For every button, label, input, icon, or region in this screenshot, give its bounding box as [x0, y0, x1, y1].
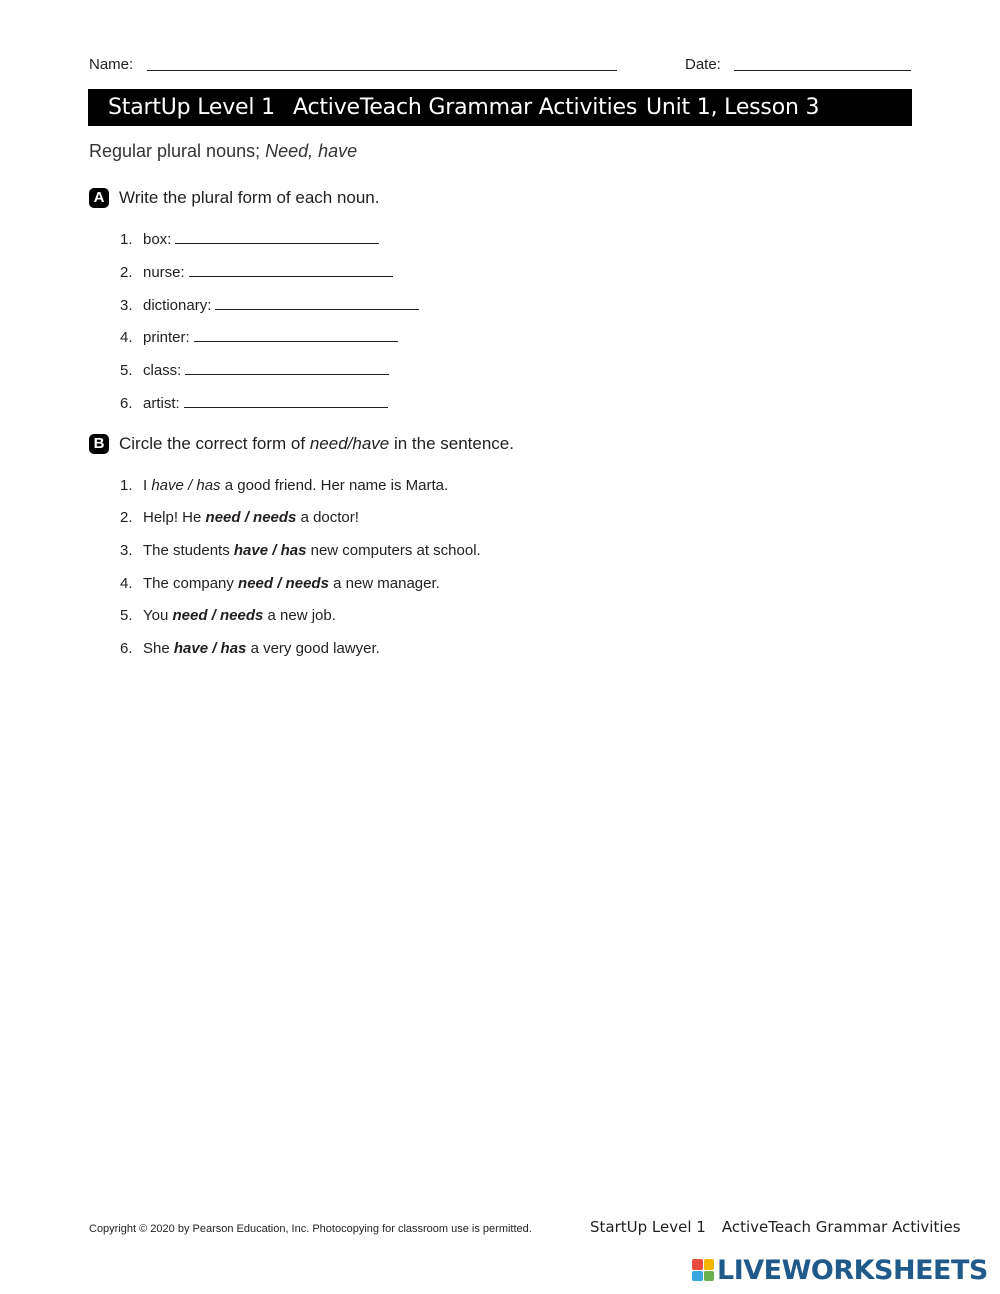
noun-label: class:: [143, 362, 182, 379]
verb-choice[interactable]: need / needs: [205, 509, 297, 526]
verb-choice[interactable]: need / needs: [172, 607, 264, 624]
section-a-heading: [89, 188, 380, 209]
name-date-row: [89, 56, 911, 76]
item-number: 4.: [120, 329, 133, 346]
noun-label: artist:: [143, 395, 180, 412]
sentence-end: new computers at school.: [306, 542, 481, 559]
verb-choice[interactable]: have / has: [173, 640, 247, 657]
item-number: 4.: [120, 575, 133, 592]
footer-title: [590, 1218, 977, 1236]
noun-item: [120, 329, 398, 346]
sentence-end: a very good lawyer.: [246, 640, 380, 657]
answer-blank[interactable]: [194, 329, 398, 342]
item-number: 1.: [120, 231, 133, 248]
noun-label: printer:: [143, 329, 190, 346]
date-field[interactable]: [734, 70, 911, 71]
section-b-instruction-italic: need/have: [309, 434, 390, 453]
copyright-notice: Copyright © 2020 by Pearson Education, Inc. Photocopying for classroom use is permitted.: [89, 1223, 532, 1235]
subtitle-plain: Regular plural nouns;: [89, 141, 266, 161]
sentence-start: Help! He: [143, 509, 206, 526]
section-a-instruction: Write the plural form of each noun.: [119, 188, 380, 207]
liveworksheets-brand: [692, 1255, 988, 1285]
section-b-badge: B: [89, 434, 109, 454]
banner-activity: ActiveTeach Grammar Activities: [293, 95, 638, 120]
verb-choice[interactable]: have / has: [151, 477, 221, 494]
sentence-start: She: [143, 640, 174, 657]
sentence-start: You: [143, 607, 173, 624]
answer-blank[interactable]: [189, 264, 393, 277]
section-a-badge: A: [89, 188, 109, 208]
noun-label: dictionary:: [143, 297, 212, 314]
item-number: 3.: [120, 297, 133, 314]
answer-blank[interactable]: [185, 362, 389, 375]
page-subtitle: [89, 141, 357, 162]
footer-activity: ActiveTeach Grammar Activities: [721, 1218, 961, 1236]
date-label: Date:: [685, 56, 721, 73]
footer-level: StartUp Level 1: [590, 1218, 706, 1236]
item-number: 5.: [120, 362, 133, 379]
sentence-item: [120, 509, 359, 526]
sentence-start: I: [143, 477, 152, 494]
noun-item: [120, 297, 419, 314]
subtitle-italic: Need, have: [265, 141, 358, 161]
item-number: 3.: [120, 542, 133, 559]
item-number: 1.: [120, 477, 133, 494]
item-number: 5.: [120, 607, 133, 624]
sentence-item: [120, 607, 336, 624]
verb-choice[interactable]: have / has: [233, 542, 307, 559]
sentence-end: a doctor!: [296, 509, 359, 526]
sentence-item: [120, 542, 481, 559]
sentence-item: [120, 640, 380, 657]
sentence-item: [120, 477, 448, 494]
name-label: Name:: [89, 56, 134, 73]
noun-item: [120, 395, 388, 412]
noun-item: [120, 231, 379, 248]
section-b-instruction-pre: Circle the correct form of: [119, 434, 310, 453]
noun-label: nurse:: [143, 264, 185, 281]
answer-blank[interactable]: [215, 297, 419, 310]
sentence-item: [120, 575, 440, 592]
item-number: 2.: [120, 509, 133, 526]
section-b-instruction-post: in the sentence.: [389, 434, 514, 453]
noun-item: [120, 264, 393, 281]
title-banner: [88, 89, 912, 126]
noun-item: [120, 362, 389, 379]
liveworksheets-text: LIVEWORKSHEETS: [717, 1254, 988, 1286]
answer-blank[interactable]: [184, 395, 388, 408]
banner-lesson: Unit 1, Lesson 3: [646, 95, 820, 120]
answer-blank[interactable]: [175, 231, 379, 244]
item-number: 6.: [120, 640, 133, 657]
sentence-end: a new job.: [263, 607, 336, 624]
sentence-end: a good friend. Her name is Marta.: [220, 477, 449, 494]
liveworksheets-logo-icon: [692, 1259, 714, 1281]
sentence-start: The students: [143, 542, 234, 559]
item-number: 6.: [120, 395, 133, 412]
banner-level: StartUp Level 1: [108, 95, 275, 120]
item-number: 2.: [120, 264, 133, 281]
noun-label: box:: [143, 231, 172, 248]
sentence-end: a new manager.: [328, 575, 440, 592]
section-b-heading: [89, 434, 514, 455]
sentence-start: The company: [143, 575, 239, 592]
name-field[interactable]: [147, 70, 617, 71]
verb-choice[interactable]: need / needs: [238, 575, 329, 592]
